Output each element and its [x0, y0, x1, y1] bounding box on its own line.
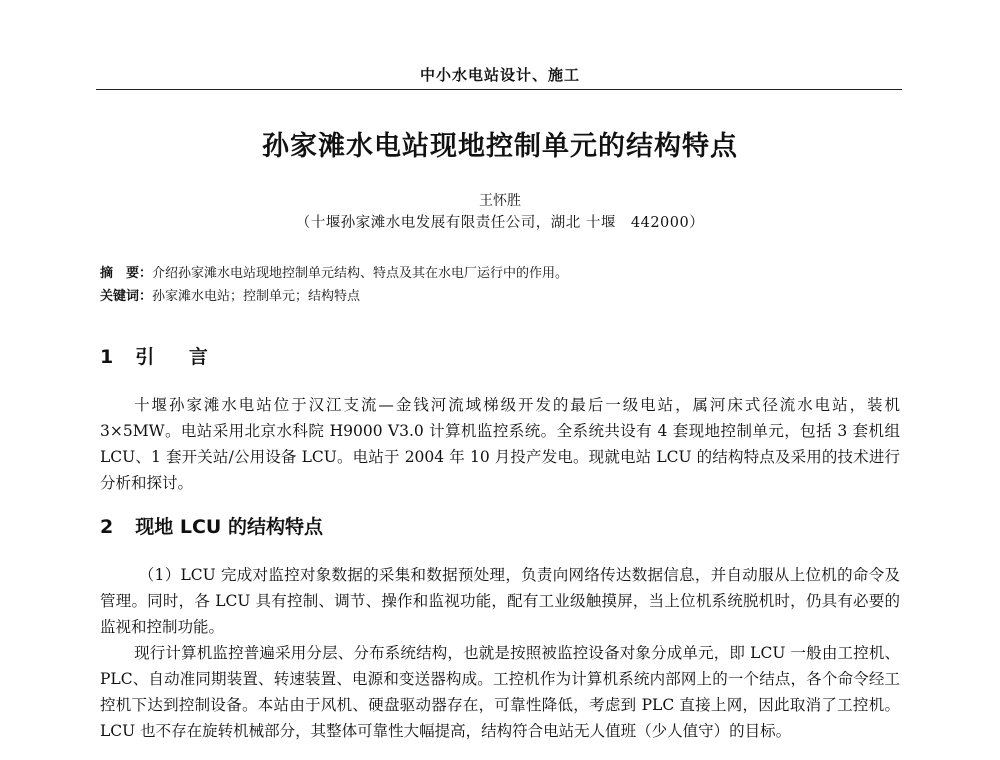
keywords — [100, 285, 360, 304]
abstract-text: 介绍孙家滩水电站现地控制单元结构、特点及其在水电厂运行中的作用。 — [152, 266, 569, 281]
paragraph: 现行计算机监控普遍采用分层、分布系统结构，也就是按照被监控设备对象分成单元，即 LCU 一般由工控机、PLC、自动准同期装置、转速装置、电源和变送器构成。工控机作为计算机系统内部网上的一个结点，各个命令经工控机下达到控制设备。本站由于风机、硬盘驱动器存在，可靠性降低，考虑到 PLC 直接上网，因此取消了工控机。LCU 也不存在旋转机械部分，其整体可靠性大幅提高，结构符合电站无人值班（少人值守）的目标。 — [100, 643, 900, 740]
author-name: 王怀胜 — [479, 193, 521, 209]
article-title: 孙家滩水电站现地控制单元的结构特点 — [262, 131, 738, 162]
paragraph: （1）LCU 完成对监控对象数据的采集和数据预处理，负责向网络传达数据信息，并自动服从上位机的命令及管理。同时，各 LCU 具有控制、调节、操作和监视功能，配有工业级触摸屏，当上位机系统脱机时，仍具有必要的监视和控制功能。 — [100, 565, 900, 636]
section-number: 2 — [100, 516, 114, 538]
running-head: 中小水电站设计、施工 — [419, 66, 580, 84]
section-heading-introduction — [100, 342, 222, 369]
header-rule — [96, 89, 902, 90]
section-number: 1 — [100, 346, 114, 368]
section-heading-lcu-structure — [100, 512, 323, 539]
abstract — [100, 262, 568, 281]
section-title: 引 言 — [135, 346, 222, 368]
keywords-text: 孙家滩水电站；控制单元；结构特点 — [152, 289, 361, 304]
author-affiliation: （十堰孙家滩水电发展有限责任公司，湖北 十堰 442000） — [295, 215, 705, 231]
section-title: 现地 LCU 的结构特点 — [135, 516, 323, 538]
keywords-label: 关键词： — [100, 289, 153, 304]
abstract-label: 摘 要： — [100, 266, 153, 281]
paragraph: 十堰孙家滩水电站位于汉江支流—金钱河流域梯级开发的最后一级电站，属河床式径流水电站，装机 3×5MW。电站采用北京水科院 H9000 V3.0 计算机监控系统。全系统共设有 4 套现地控制单元，包括 3 套机组 LCU、1 套开关站/公用设备 LCU。电站于 2004 年 10 月投产发电。现就电站 LCU 的结构特点及采用的技术进行分析和探讨。 — [100, 395, 900, 492]
